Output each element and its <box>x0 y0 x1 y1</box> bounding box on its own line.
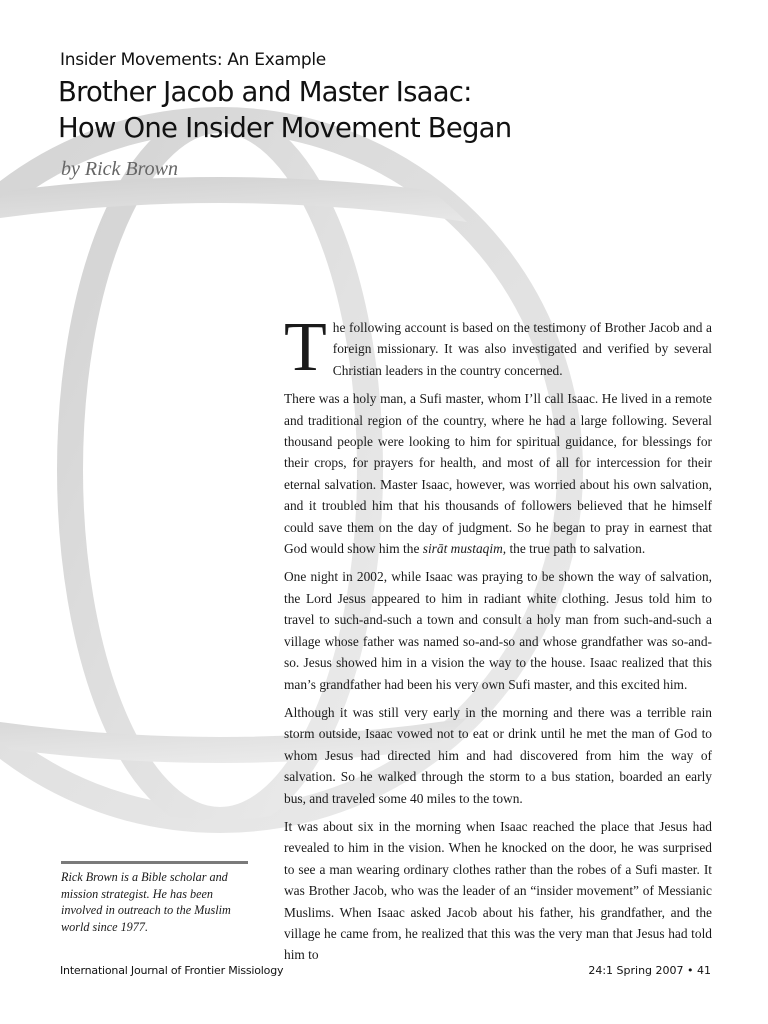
article-body <box>284 309 712 973</box>
article-paragraph-5: It was about six in the morning when Isaac reached the place that Jesus had revealed to him in the vision. When he knocked on the door, he was surprised to see a man wearing ordinary clothes rather than the robes of a Sufi master. It was Brother Jacob, who was the leader of an “insider movement” of Messianic Muslims. When Isaac asked Jacob about his father, his grandfather, and the village he came from, he realized that this was the very man that Jesus had told him to <box>284 818 712 963</box>
author-bio: Rick Brown is a Bible scholar and mission strategist. He has been involved in outreach to the Muslim world since 1977. <box>61 870 231 934</box>
drop-cap: T <box>284 309 327 386</box>
paragraph-1-text: he following account is based on the testimony of Brother Jacob and a foreign missionary. It was also investigated and verified by several Christian leaders in the country concerned. <box>332 320 712 378</box>
title-line-2: How One Insider Movement Began <box>58 112 512 144</box>
article-paragraph-4: Although it was still very early in the morning and there was a terrible rain storm outside, Isaac vowed not to eat or drink until he met the man of God to whom Jesus had directed him and had discovered from him the way of salvation. So he walked through the storm to a bus station, boarded an early bus, and traveled some 40 miles to the town. <box>284 704 712 806</box>
paragraph-2-text-b: the true path to salvation. <box>506 541 646 557</box>
title-line-1: Brother Jacob and Master Isaac: <box>58 76 472 108</box>
article-paragraph-2 <box>284 388 712 559</box>
paragraph-2-text-a: There was a holy man, a Sufi master, whom I’ll call Isaac. He lived in a remote and traditional region of the country, where he had a large following. Several thousand people were looking to him for spiritual guidance, for blessings for their crops, for prayers for health, and most of all for intercession for their eternal salvation. Master Isaac, however, was worried about his own salvation, and it troubled him that his thousands of followers believed that he himself could save them on the day of judgment. So he began to pray in earnest that God would show him the <box>284 391 712 557</box>
section-kicker: Insider Movements: An Example <box>60 50 326 70</box>
author-byline: by Rick Brown <box>61 158 179 180</box>
bio-divider <box>61 861 248 864</box>
footer-journal-name: International Journal of Frontier Missiology <box>60 964 284 977</box>
footer-page-info: 24:1 Spring 2007 • 41 <box>588 964 711 977</box>
paragraph-2-italic-term: sirāt mustaqim, <box>422 541 507 557</box>
article-paragraph-3: One night in 2002, while Isaac was praying to be shown the way of salvation, the Lord Jesus appeared to him in radiant white clothing. Jesus told him to travel to such-and-such a town and consult a holy man from such-and-such a village whose father was named so-and-so and whose grandfather was so-and-so. Jesus showed him in a vision the way to the house. Isaac realized that this man’s grandfather had been his very own Sufi master, and this excited him. <box>284 569 712 692</box>
page-title <box>58 74 511 146</box>
article-paragraph-1 <box>284 309 712 386</box>
